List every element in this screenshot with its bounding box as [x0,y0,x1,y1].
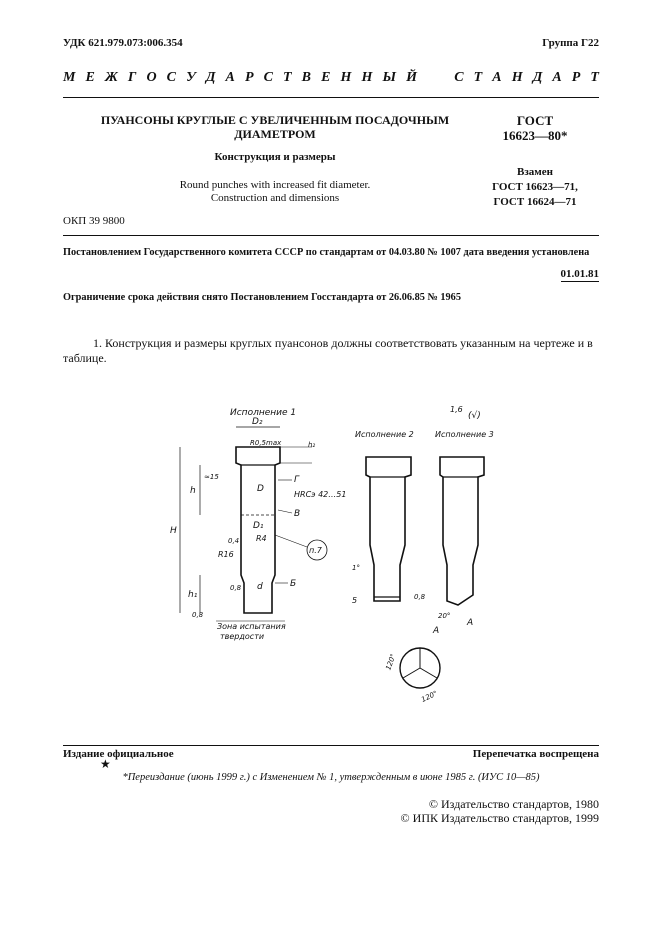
G-label: Г [294,475,300,485]
p7-leader [275,535,307,547]
banner-letter: Ж [104,70,118,85]
banner-letter: Е [321,70,331,85]
banner-letter: С [454,70,464,85]
gost-number: 16623—80* [502,128,568,143]
star-mark: ★ [100,757,111,771]
hrc-label: HRCэ 42…51 [294,490,347,499]
banner-letter: А [552,70,562,85]
replaces-label: Взамен [517,166,553,178]
r15-label: ≈15 [204,473,219,481]
okp-code: ОКП 39 9800 [63,215,125,227]
english-title [100,179,450,205]
banner-letter: С [263,70,273,85]
p7-label: п.7 [309,546,322,555]
replaced-gost-1: ГОСТ 16623—71, [492,181,578,193]
gost-number-block [470,113,600,143]
punch-drawing [120,385,520,705]
D-label: D [257,484,264,494]
reissue-note: *Переиздание (июнь 1999 г.) с Изменением № 1, утвержденным в июне 1985 г. (ИУС 10—85) [122,772,540,783]
banner-letter: Р [571,70,581,85]
banner-letter: О [146,70,157,85]
zone-label-2: твердости [220,632,265,641]
roughness-label: 1,6 [450,405,463,414]
title-line-1: ПУАНСОНЫ КРУГЛЫЕ С УВЕЛИЧЕННЫМ ПОСАДОЧНЫМ [100,113,450,127]
r02a-label: 0,4 [228,537,240,545]
V-label: В [294,509,301,519]
banner-letter: Д [532,70,543,85]
d-label: d [257,582,263,592]
banner-letter: Н [340,70,352,85]
h-label: h [190,486,196,496]
decree-text: Постановлением Государственного комитета СССР по стандартам от 04.03.80 № 1007 дата введения установлена [63,247,590,258]
banner-letter [427,70,431,86]
banner-letter: Р [244,70,254,85]
document-title [100,113,450,141]
banner-letter: Г [127,70,137,85]
group-code: Группа Г22 [542,37,599,49]
limit-removed-text: Ограничение срока действия снято Постановлением Госстандарта от 26.06.85 № 1965 [63,292,461,303]
replaces-block [470,165,600,210]
replaced-gost-2: ГОСТ 16624—71 [493,196,577,208]
banner-letter: Д [205,70,216,85]
clause-1: 1. Конструкция и размеры круглых пуансонов должны соответствовать указанным на чертеже и в таблице. [63,336,593,365]
banner-letter: А [225,70,235,85]
english-line-2: Construction and dimensions [210,192,340,204]
banner-letter: А [492,70,502,85]
h2-label: h₂ [308,441,316,449]
d2-label: D₂ [252,417,263,427]
exec1-label: Исполнение 1 [230,408,297,418]
h1-label: h₁ [188,590,198,600]
reprint-prohibited: Перепечатка воспрещена [472,748,599,760]
banner-letter: Й [406,70,417,85]
section-spoke-2 [403,668,420,678]
banner-letter: М [63,70,76,85]
subtitle: Конструкция и размеры [214,151,336,163]
section-A-left: А [433,626,440,636]
copyright-1999: © ИПК Издательство стандартов, 1999 [400,811,599,825]
r05-label: R0,5max [250,439,282,447]
banner-letter: Е [85,70,95,85]
roughness-symbol: (√) [468,411,481,421]
D1-label: D₁ [253,521,264,531]
r02d-label: 0,8 [414,593,426,601]
udk-code: УДК 621.979.073:006.354 [63,37,183,49]
exec3-label: Исполнение 3 [435,430,494,439]
R4-label: R4 [256,534,267,543]
banner-letter: С [166,70,176,85]
r02c-label: 0,8 [192,611,204,619]
angle-120-2: 120° [420,689,439,704]
english-line-1: Round punches with increased fit diameter. [179,179,371,191]
banner-letter: Н [361,70,373,85]
exec3-outline [440,457,484,605]
header-rule [63,97,599,98]
copyright-1980: © Издательство стандартов, 1980 [428,797,599,811]
twenty-label: 20° [438,612,451,620]
r16-label: R16 [218,550,234,559]
banner-letter: Т [473,70,483,85]
footer-rule [63,745,599,746]
zone-label-1: Зона испытания [217,622,286,631]
okp-rule [63,235,599,236]
gost-label: ГОСТ [516,113,554,128]
banner-letter: Т [283,70,292,85]
banner-letter: В [301,70,312,85]
exec2-label: Исполнение 2 [355,430,414,439]
angle-120-1: 120° [384,652,398,672]
section-spoke-3 [420,668,437,678]
banner-letter: Ы [382,70,397,85]
section-A-right: А [467,618,474,628]
B-label: Б [290,579,297,589]
banner-letter: У [186,70,196,85]
H-label: H [170,526,177,536]
effective-date: 01.01.81 [560,268,599,280]
r02b-label: 0,8 [230,584,242,592]
one-deg-label: 1° [352,564,360,572]
five-label: 5 [352,596,358,605]
exec2-outline [366,457,411,601]
banner-letter: Т [590,70,599,85]
banner-letter: Н [511,70,523,85]
V-leader [278,510,292,513]
interstate-standard-banner [63,70,599,86]
title-line-2: ДИАМЕТРОМ [234,127,316,141]
official-edition: Издание официальное [63,748,174,760]
banner-letter [441,70,445,86]
